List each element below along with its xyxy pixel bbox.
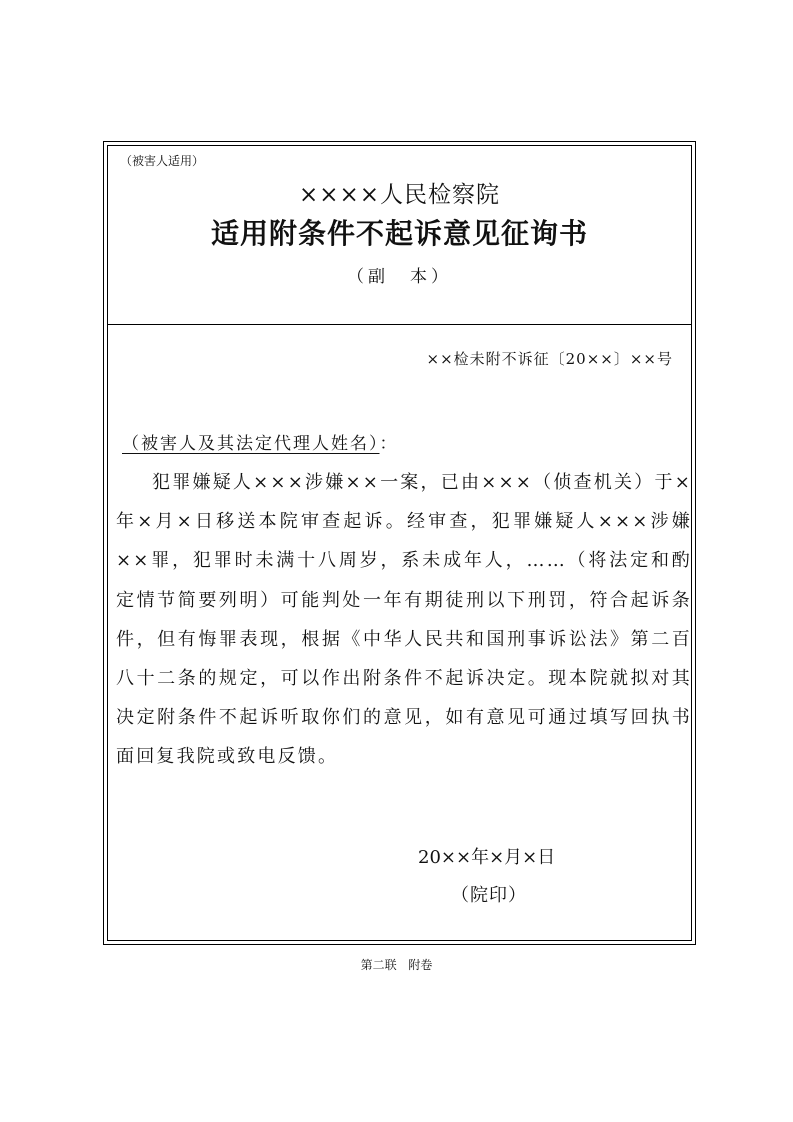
applicability-note: （被害人适用） xyxy=(120,154,205,168)
document-title: 适用附条件不起诉意见征询书 xyxy=(210,217,588,250)
body-text: 犯罪嫌疑人×××涉嫌××一案，已由×××（侦查机关）于×年×月×日移送本院审查起诉。经审查，犯罪嫌疑人×××涉嫌××罪，犯罪时未满十八周岁，系未成年人，……（将法定和酌定情节简要列明）可能判处一年有期徒刑以下刑罚，符合起诉条件，但有悔罪表现，根据《中华人民共和国刑事诉讼法》第二百八十二条的规定，可以作出附条件不起诉决定。现本院就拟对其决定附条件不起诉听取你们的意见，如有意见可通过填写回执书面回复我院或致电反馈。 xyxy=(116,472,692,768)
addressee-line xyxy=(122,429,399,454)
document-inner-frame xyxy=(107,145,692,941)
footer-part: 第二联 xyxy=(360,958,397,972)
document-frame xyxy=(103,141,696,945)
footer xyxy=(0,956,793,973)
document-header xyxy=(108,146,691,325)
court-seal: （院印） xyxy=(451,885,527,906)
court-name: ××××人民检察院 xyxy=(298,182,501,208)
addressee-name: （被害人及其法定代理人姓名） xyxy=(122,434,380,454)
document-number: ××检未附不诉征〔20××〕××号 xyxy=(426,350,673,368)
footer-label: 附卷 xyxy=(408,958,433,972)
copy-label: （副 本） xyxy=(347,267,452,287)
addressee-colon: ： xyxy=(379,434,399,454)
issue-date: 20××年×月×日 xyxy=(418,847,556,868)
